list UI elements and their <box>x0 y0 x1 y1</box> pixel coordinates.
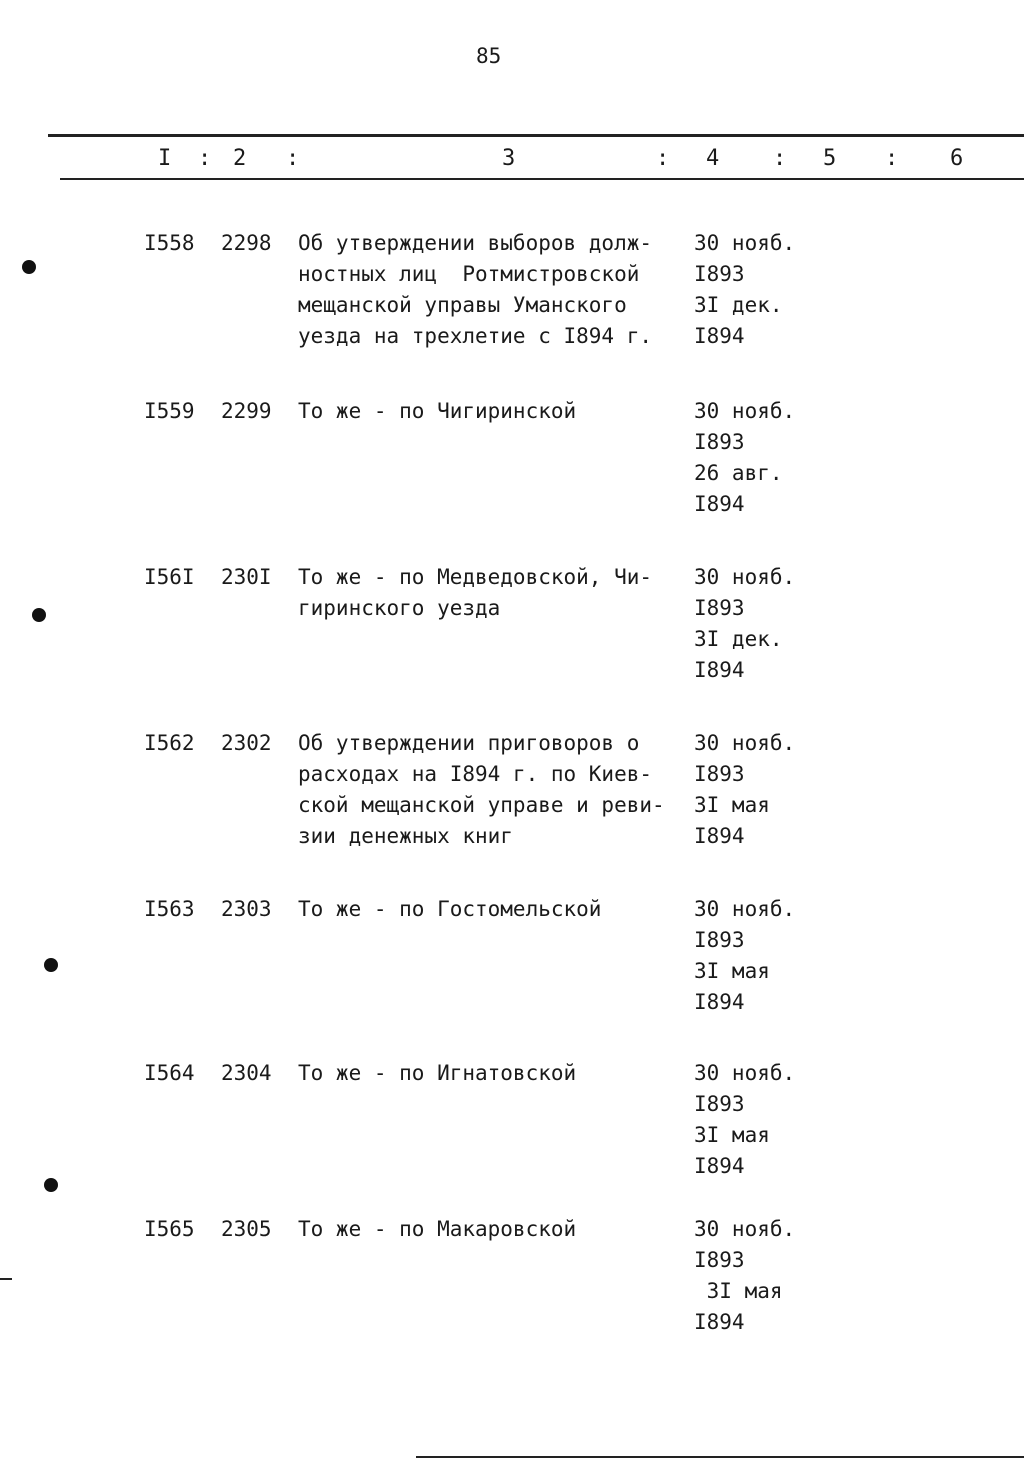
title-line: То же - по Гостомельской <box>298 897 602 921</box>
file-number: 2304 <box>221 1061 272 1085</box>
title-line: То же - по Игнатовской <box>298 1061 577 1085</box>
file-number: 2305 <box>221 1217 272 1241</box>
header-col5: 5 <box>823 146 837 171</box>
header-col3: 3 <box>502 146 516 171</box>
title-line: гиринского уезда <box>298 596 501 620</box>
date-line: 3I мая <box>694 959 770 983</box>
inventory-number: I558 <box>144 231 195 255</box>
date-line: I893 <box>694 928 745 952</box>
record-title <box>298 894 678 925</box>
record-dates <box>694 1058 834 1182</box>
title-line: То же - по Макаровской <box>298 1217 577 1241</box>
edge-mark <box>0 1278 12 1280</box>
date-line: I893 <box>694 262 745 286</box>
record-dates <box>694 396 834 520</box>
title-line: мещанской управы Уманского <box>298 293 627 317</box>
date-line: 3I дек. <box>694 293 783 317</box>
file-number: 2299 <box>221 399 272 423</box>
header-separator: : <box>656 146 670 171</box>
date-line: I894 <box>694 824 745 848</box>
date-line: I894 <box>694 492 745 516</box>
inventory-number: I562 <box>144 731 195 755</box>
header-col6: 6 <box>950 146 964 171</box>
header-col1: I <box>158 146 172 171</box>
header-top-rule <box>48 134 1024 137</box>
date-line: I893 <box>694 1248 745 1272</box>
title-line: То же - по Медведовской, Чи- <box>298 565 653 589</box>
date-line: 3I мая <box>694 1123 770 1147</box>
date-line: 3I дек. <box>694 627 783 651</box>
date-line: 30 нояб. <box>694 1217 796 1241</box>
date-line: 30 нояб. <box>694 1061 796 1085</box>
title-line: Об утверждении приговоров о <box>298 731 640 755</box>
record-dates <box>694 894 834 1018</box>
inventory-number: I559 <box>144 399 195 423</box>
inventory-number: I56I <box>144 565 195 589</box>
title-line: зии денежных книг <box>298 824 513 848</box>
record-dates <box>694 1214 834 1338</box>
date-line: 3I мая <box>694 793 770 817</box>
date-line: 30 нояб. <box>694 565 796 589</box>
date-line: 26 авг. <box>694 461 783 485</box>
title-line: То же - по Чигиринской <box>298 399 577 423</box>
record-dates <box>694 728 834 852</box>
date-line: I894 <box>694 990 745 1014</box>
header-separator: : <box>198 146 212 171</box>
punch-hole <box>32 608 46 622</box>
date-line: I894 <box>694 324 745 348</box>
file-number: 2298 <box>221 231 272 255</box>
date-line: I893 <box>694 1092 745 1116</box>
inventory-number: I565 <box>144 1217 195 1241</box>
record-dates <box>694 562 834 686</box>
header-separator: : <box>286 146 300 171</box>
date-line: I894 <box>694 658 745 682</box>
record-title <box>298 562 678 624</box>
date-line: I893 <box>694 762 745 786</box>
record-title <box>298 1214 678 1245</box>
header-bottom-rule <box>60 178 1024 180</box>
date-line: 30 нояб. <box>694 399 796 423</box>
date-line: I894 <box>694 1310 745 1334</box>
date-line: I894 <box>694 1154 745 1178</box>
title-line: расходах на I894 г. по Киев- <box>298 762 653 786</box>
inventory-number: I563 <box>144 897 195 921</box>
header-separator: : <box>773 146 787 171</box>
header-separator: : <box>885 146 899 171</box>
bottom-rule <box>416 1456 1024 1458</box>
file-number: 2302 <box>221 731 272 755</box>
punch-hole <box>44 1178 58 1192</box>
date-line: 3I мая <box>694 1279 783 1303</box>
title-line: ской мещанской управе и реви- <box>298 793 665 817</box>
file-number: 2303 <box>221 897 272 921</box>
header-col2: 2 <box>233 146 247 171</box>
date-line: I893 <box>694 596 745 620</box>
date-line: I893 <box>694 430 745 454</box>
date-line: 30 нояб. <box>694 897 796 921</box>
header-col4: 4 <box>706 146 720 171</box>
punch-hole <box>44 958 58 972</box>
record-title <box>298 396 678 427</box>
file-number: 230I <box>221 565 272 589</box>
record-title <box>298 1058 678 1089</box>
title-line: ностных лиц Ротмистровской <box>298 262 640 286</box>
title-line: уезда на трехлетие с I894 г. <box>298 324 653 348</box>
record-title <box>298 228 678 352</box>
date-line: 30 нояб. <box>694 231 796 255</box>
inventory-number: I564 <box>144 1061 195 1085</box>
page-number: 85 <box>476 44 502 68</box>
title-line: Об утверждении выборов долж- <box>298 231 653 255</box>
record-title <box>298 728 678 852</box>
date-line: 30 нояб. <box>694 731 796 755</box>
punch-hole <box>22 260 36 274</box>
record-dates <box>694 228 834 352</box>
